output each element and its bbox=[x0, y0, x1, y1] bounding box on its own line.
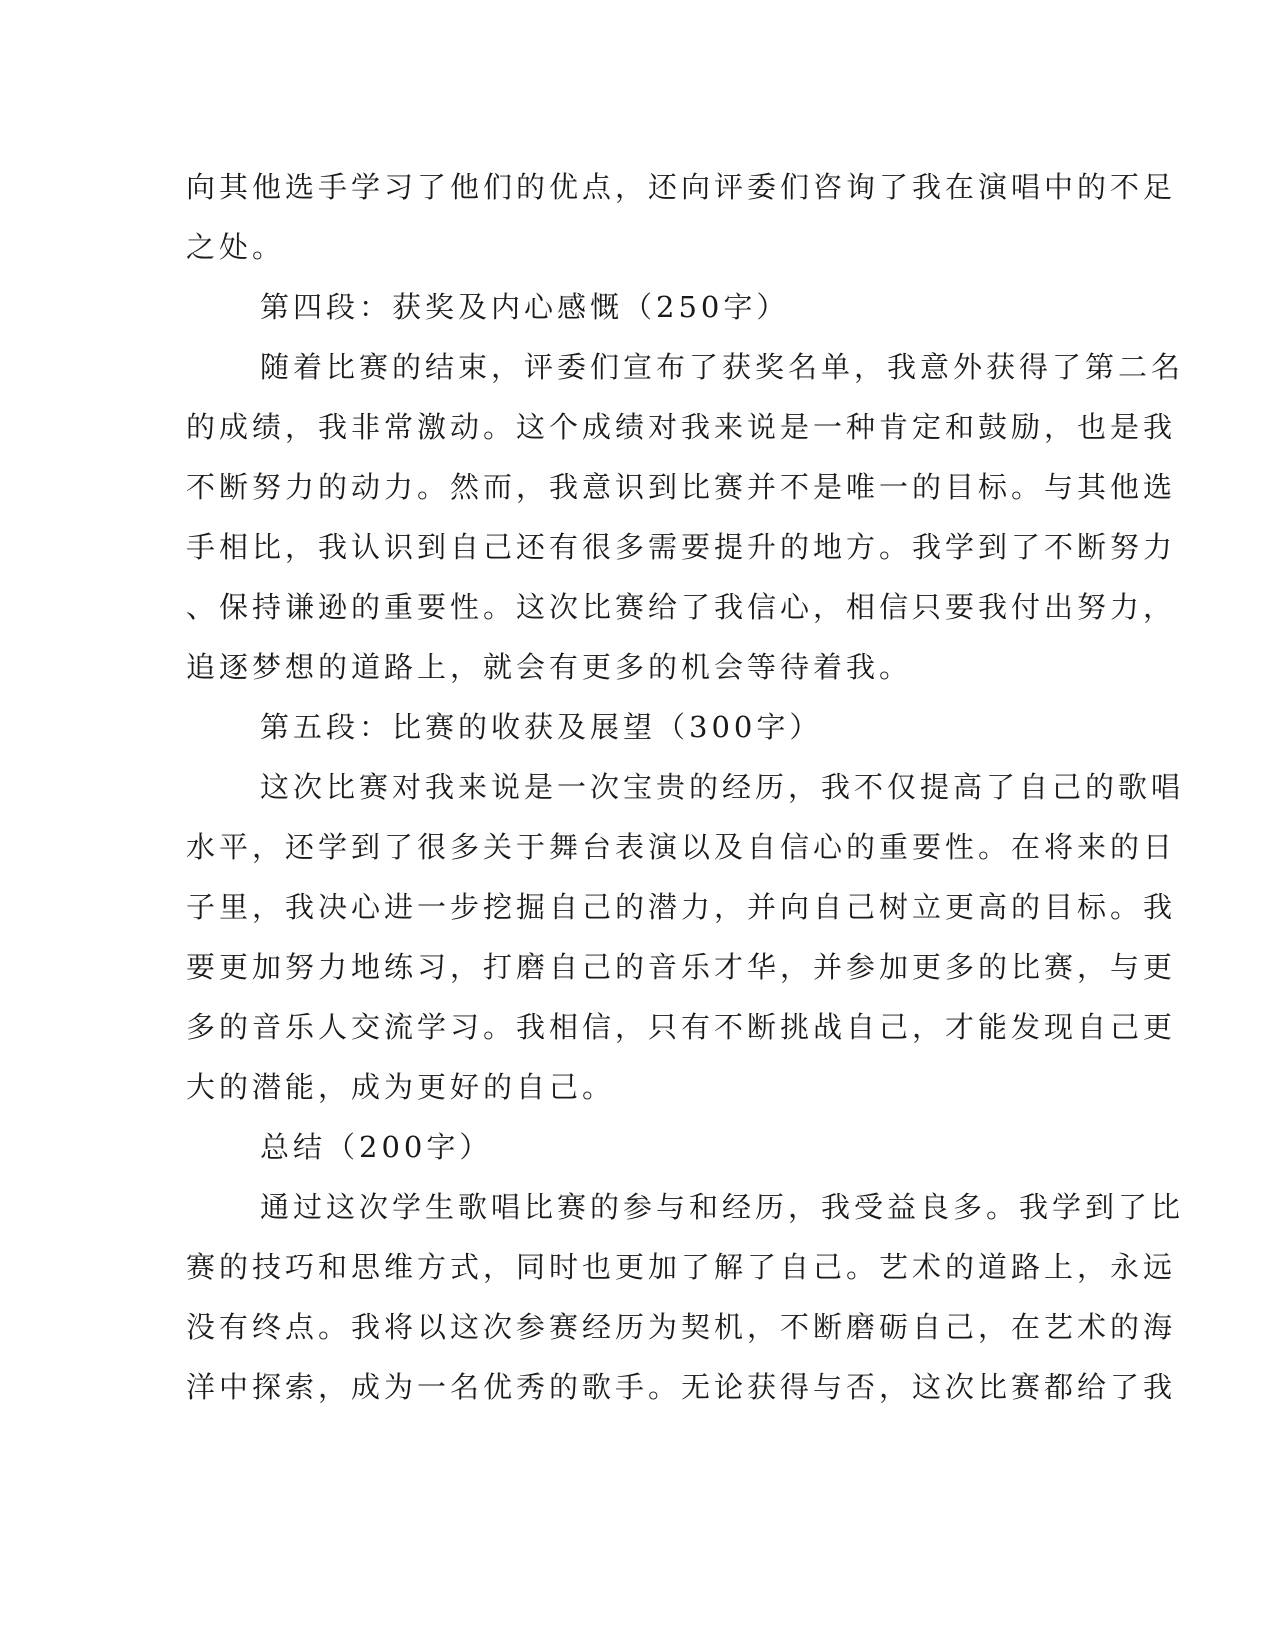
text-line: 不断努力的动力。然而，我意识到比赛并不是唯一的目标。与其他选 bbox=[186, 470, 1177, 504]
text-line: 水平，还学到了很多关于舞台表演以及自信心的重要性。在将来的日 bbox=[186, 830, 1177, 864]
text-line: 大的潜能，成为更好的自己。 bbox=[186, 1070, 616, 1104]
body-text bbox=[186, 157, 1185, 1417]
paragraph-start: 通过这次学生歌唱比赛的参与和经历，我受益良多。我学到了比 bbox=[260, 1190, 1185, 1224]
paragraph-start: 随着比赛的结束，评委们宣布了获奖名单，我意外获得了第二名 bbox=[260, 350, 1185, 384]
paragraph-start: 这次比赛对我来说是一次宝贵的经历，我不仅提高了自己的歌唱 bbox=[260, 770, 1185, 804]
text-line: 、保持谦逊的重要性。这次比赛给了我信心，相信只要我付出努力， bbox=[186, 590, 1177, 624]
text-line: 洋中探索，成为一名优秀的歌手。无论获得与否，这次比赛都给了我 bbox=[186, 1370, 1177, 1404]
text-line: 没有终点。我将以这次参赛经历为契机，不断磨砺自己，在艺术的海 bbox=[186, 1310, 1177, 1344]
section-heading-summary: 总结（200字） bbox=[260, 1130, 493, 1164]
text-line: 追逐梦想的道路上，就会有更多的机会等待着我。 bbox=[186, 650, 913, 684]
text-line: 子里，我决心进一步挖掘自己的潜力，并向自己树立更高的目标。我 bbox=[186, 890, 1177, 924]
section-heading-5: 第五段：比赛的收获及展望（300字） bbox=[260, 710, 823, 744]
text-line: 之处。 bbox=[186, 230, 286, 264]
text-line: 向其他选手学习了他们的优点，还向评委们咨询了我在演唱中的不足 bbox=[186, 170, 1177, 204]
text-line: 手相比，我认识到自己还有很多需要提升的地方。我学到了不断努力 bbox=[186, 530, 1177, 564]
text-line: 赛的技巧和思维方式，同时也更加了解了自己。艺术的道路上，永远 bbox=[186, 1250, 1177, 1284]
section-heading-4: 第四段：获奖及内心感慨（250字） bbox=[260, 290, 790, 324]
text-line: 的成绩，我非常激动。这个成绩对我来说是一种肯定和鼓励，也是我 bbox=[186, 410, 1177, 444]
text-line: 多的音乐人交流学习。我相信，只有不断挑战自己，才能发现自己更 bbox=[186, 1010, 1177, 1044]
text-line: 要更加努力地练习，打磨自己的音乐才华，并参加更多的比赛，与更 bbox=[186, 950, 1177, 984]
